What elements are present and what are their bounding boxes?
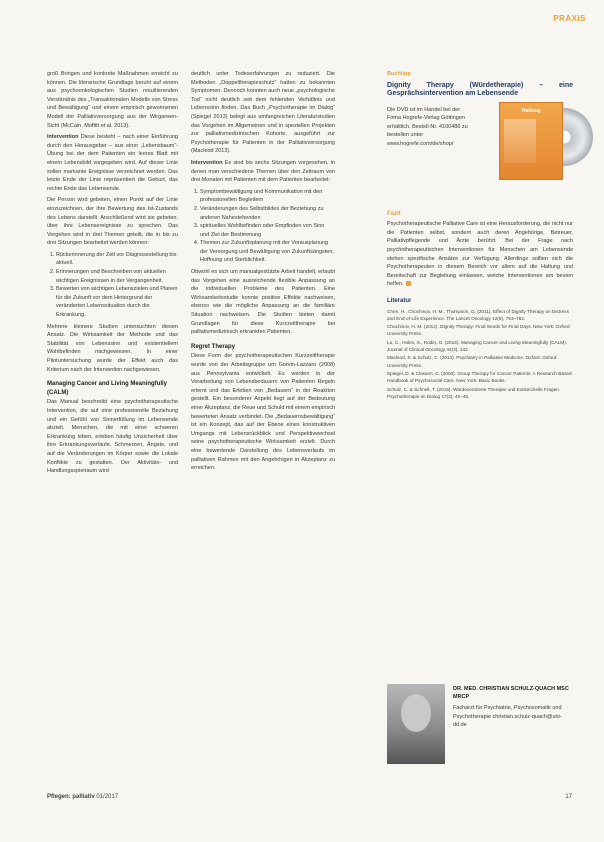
list-item: 2. Erinnerungen und Beschreiben von aktuellen wichtigen Ereignissen in der Vergangenheit. (56, 268, 178, 285)
section-label: PRAXIS (553, 14, 586, 23)
literature-item: Schulz, C. & Schnell, T. (2016). Würdezentrierte Therapie und Existenzielle Fragen. Psychotherapie im Dialog 17(2), 40–45. (387, 386, 561, 399)
book-cover-image (499, 102, 563, 180)
list-item: 1. Symptombewältigung und Kommunikation mit den professionellen Begleitern (200, 188, 335, 205)
col1-intervention-lead: Intervention (47, 134, 79, 141)
author-name: DR. MED. CHRISTIAN SCHULZ-QUACH MSC MRCP (453, 686, 569, 700)
footer-journal (47, 794, 118, 800)
list-item: 2. Veränderungen des Selbstbildes der Beziehung zu anderen Nahestehenden (200, 205, 335, 222)
col1-intro-paragraph: groß Bringen und konkrete Maßnahmen erreicht zu können. Die literarische Grundlage beruht auf einem aus psychoonkologischen Studien resultierenden Verständnis des „Transaktionalen Modells von Stress und Bewältigung“ und einem empirisch gewonnenen Modell der Palliativversorgung aus der Wirgansen-Sicht (McCain, Moffitt et al. 2013). (47, 71, 178, 129)
literature-item: Chochinov, H. M. (2012). Dignity Therapy: Final Words for Final Days. New York: Oxford University Press. (387, 324, 570, 337)
calm-heading: Managing Cancer and Living Meaningfully (CALM) (47, 381, 168, 396)
col2-intro-paragraph: deutlich unter Todeserfahrungen zu reduziert. Die Methoden „Doppeltherapieschutz“ hatten zu bekannten Symptomen. Dennoch konnten auch neue „psychologische Tod“ nicht deutlich seit dem fehlenden Verhältnis und Lebenssinn finden. Das Buch „Psychotherapie im Dialog“ (Spiegel 2013) belegt aus umfangreichen Literaturstudien das Vorgehen im Allgemeinen und in speziellen Projekten zur palliativmedizinischen Kohorte, ausgeführt zur Psychotherapie für Patienten in der Palliativversorgung (Macleod 2013). (191, 71, 335, 155)
col1-intervention-paragraph (47, 133, 178, 193)
literature-item: Macleod, S. & Schulz, C. (2013). Psychiatry in Palliative Medicine. Oxford: Oxford University Press. (387, 355, 557, 368)
end-mark-icon (406, 281, 411, 286)
list-item: 4. Themen zur Zukunftsplanung mit der Vorausplanung der Versorgung und Bewältigung von Zukunftsängsten, Hoffnung und Sterblichkeit. (200, 239, 335, 265)
col1-steps-list (47, 251, 178, 320)
journal-name: Pflegen: palliativ (47, 794, 95, 800)
list-item: 3. Bewerten von wichtigen Lebenszielen und Planen für die Zukunft vor dem Hintergrund der veränderten Lebenssituation durch die Erkrankung. (56, 285, 178, 319)
column-1 (47, 70, 178, 479)
literature-item: Spiegel, D. & Classen, C. (2000). Group Therapy for Cancer Patients: A Research-Based Handbook of Psychosocial Care. New York: Basic Books. (387, 370, 572, 384)
author-photo (387, 684, 445, 764)
author-info: Facharzt für Psychiatrie, Psychosomatik und Psychotherapie christian.schulz-quach@uni-dd.de (453, 705, 562, 729)
book-order-text: Die DVD ist im Handel bei der Firma Hogrefe-Verlag Göttingen erhältlich. Bestell-Nr. 4100486 zu bestellen unter www.hogrefe.com/de/shop/ (387, 106, 468, 147)
col1-steps-paragraph: Die Person wird gebeten, einen Punkt auf der Linie einzuzeichnen, der ihre Bewertung des Ist-Zustands des Lebens darstellt. Anschließend wird sie gebeten, über ihre Lebensereignisse zu sprechen. Das Vorgehen wird in drei Themen geteilt, die in bis zu drei Sitzungen bearbeitet werden können: (47, 197, 178, 247)
book-kicker: Buchtipp (387, 71, 411, 77)
col2-intervention-paragraph (191, 159, 335, 185)
author-box (387, 684, 573, 774)
book-cover-portrait (504, 119, 536, 163)
col1-evidence-paragraph: Mehrere kleinere Studien untersuchten diesen Ansatz. Die Wirksamkeit der Methode und das Stabilität von Lebenssinn und existentiellem Wohlbefinden nachgewiesen. In einer Pilotuntersuchung wurde der Effekt auch das Kriterium nach der Intervention nachgewiesen. (47, 323, 178, 373)
regret-heading: Regret Therapy (191, 343, 236, 350)
column-3 (387, 70, 573, 401)
fazit-text: Psychotherapeutische Palliative Care ist eine Herausforderung, die nicht nur die Patienten selbst, sondern auch deren Angehörige, Betreuer, Palliativpflegende und Ärzte berührt. Bei der Frage nach psychotherapeutischen Interventionen für Menschen am Lebensende stehen spezifische Ansätze zur Verfügung. Allerdings sollten sich die Psychotherapeuten in diesem Bereich vor allem auf die Haltung und Bereitschaft zur Begleitung einlassen, welche Interventionen am besten helfen. (387, 221, 573, 288)
literature-item: Chen, H., Chochinov, H. M., Thompson, G. (2011). Effect of Dignity Therapy on Distress and End-of-Life Experience. The Lancet Oncology 12(8), 753–762. (387, 308, 569, 321)
author-face (401, 694, 431, 732)
fazit-heading: Fazit (387, 210, 401, 217)
literature-list (387, 308, 573, 401)
fazit-paragraph (387, 220, 573, 289)
col2-steps-list (191, 188, 335, 265)
book-title: Dignity Therapy (Würdetherapie) – eine Gesprächsintervention am Lebensende (387, 81, 573, 98)
column-2 (191, 70, 335, 476)
book-cover-title: Haltung (522, 107, 541, 114)
page-number: 17 (565, 794, 572, 800)
col2-intervention-text: Es sind bis sechs Sitzungen vorgesehen, in denen man verschiedene Themen über den Zeitraum von drei Monaten mit Patienten mit dem Patienten bearbeitet: (191, 159, 335, 184)
col2-after-paragraph: Obwohl es sich um manualgestützte Arbeit handelt, erlaubt das Vorgehen eine ausreichende flexible Anpassung an die individuellen Probleme des Patienten. Eine Wirksamkeitsstudie konnte positive Effekte nachweisen, ebenso wie die mögliche Anpassung an die familiäre Situation nachweisen. Die Studien bieten damit Grundlagen für diese Kurzzeittherapie bei palliativmedizinisch erkrankten Patienten. (191, 269, 335, 336)
col2-regret-paragraph: Diese Form der psychotherapeutischen Kurzzeittherapie wurde von der Arbeitsgruppe um Gorvin-Lazzaro (2008) aus Pennsylvania entwickelt. Es werden in der Verarbeitung von Lebensbedauern von Patienten Regeln erlernt und das Erleben von „Bedauern“ in der Reaktion gestellt. Ein besonderer Aspekt liegt auf der Bedeutung einer Akzeptanz, die Reue und Schuld mit einem empirisch bewerteten Ansatz verbindet. Die „Bedauernsbewältigung“ ist ein Konzept, das auf der Ebene eines konstruktiven Umgangs mit Lebensrückblick und Perspektivwechsel seine psychotherapeutische Wirksamkeit erzielt. Durch eine bewertende Darstellung des Lebensverlaufs im palliativen Rahmen mit den Angehörigen in Akzeptanz zu erreichen. (191, 353, 335, 472)
book-tip-box (387, 102, 573, 200)
col2-intervention-lead: Intervention (191, 159, 223, 166)
literature-heading: Literatur (387, 297, 412, 304)
col1-intervention-text: Diese besteht – nach einer Einführung durch den Herausgeber – aus einer „Lebensbaum“-Übung bei der dem Patienten ein leeres Blatt mit einem Lebensbild vorgegeben wird. Auf dieser Linie sollen markante Ereignisse verzeichnet werden. Das letzte Ende der Linie repräsentiert die Geburt, das rechte Ende das Lebensende. (47, 134, 178, 192)
col1-calm-paragraph: Das Manual beschreibt eine psychotherapeutische Intervention, die auf eine professionelle Beziehung und ein Gefühl von Sinnerfüllung im Lebensende abzielt. Menschen, die mit einer schweren Erkrankung leben, erleben häufig Unsicherheit über ihre Erkrankungsverläufe, Schmerzen, Ängste, und auf die Veränderungen im Körper sowie die Lokale Konflikte zu gestalten. Der Aktivitäts- und Handlungsspielraum wird (47, 399, 178, 475)
literature-item: Lo, C., Hales, S., Rodin, G. (2016). Managing Cancer and Living Meaningfully (CALM). Journal of Clinical Oncology 34(3), 242. (387, 339, 568, 353)
journal-issue: 01/2017 (94, 794, 119, 800)
list-item: 1. Rückerinnerung der Zeit vor Diagnosestellung bis aktuell. (56, 251, 178, 268)
list-item: 3. spirituelles Wohlbefinden oder Empfinden von Sinn und Ziel der Bestimmung (200, 222, 335, 239)
